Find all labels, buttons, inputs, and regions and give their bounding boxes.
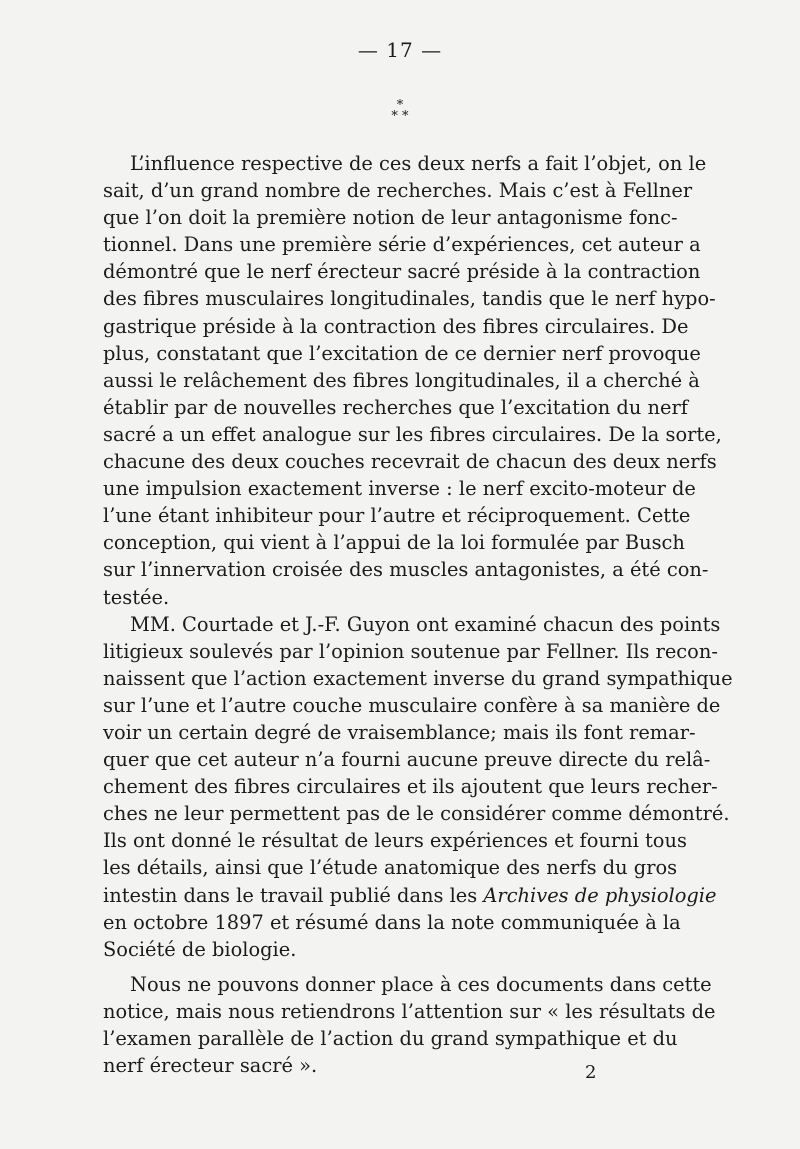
text-line: une impulsion exactement inverse : le nerf excito-moteur de xyxy=(103,477,696,501)
text-line: que l’on doit la première notion de leur antagonisme fonc- xyxy=(103,206,678,230)
text-line: aussi le relâchement des fibres longitudinales, il a cherché à xyxy=(103,368,700,392)
paragraph-1 xyxy=(103,150,722,611)
text-line: sur l’une et l’autre couche musculaire confère à sa manière de xyxy=(103,693,721,717)
text-line-with-citation xyxy=(103,882,717,909)
text-line: naissent que l’action exactement inverse du grand sympathique xyxy=(103,666,733,690)
asterism-ornament xyxy=(0,100,800,122)
paragraph-2 xyxy=(103,611,733,963)
text-line: conception, qui vient à l’appui de la loi formulée par Busch xyxy=(103,531,685,555)
text-line: quer que cet auteur n’a fourni aucune preuve directe du relâ- xyxy=(103,748,711,772)
text-line: voir un certain degré de vraisemblance; mais ils font remar- xyxy=(103,720,696,744)
text-line: chacune des deux couches recevrait de chacun des deux nerfs xyxy=(103,450,717,474)
text-line: sait, d’un grand nombre de recherches. Mais c’est à Fellner xyxy=(103,179,693,203)
text-line: ches ne leur permettent pas de le considérer comme démontré. xyxy=(103,802,730,826)
text-line: litigieux soulevés par l’opinion soutenue par Fellner. Ils recon- xyxy=(103,639,718,663)
text-line: sacré a un effet analogue sur les fibres circulaires. De la sorte, xyxy=(103,422,722,446)
text-line: des fibres musculaires longitudinales, tandis que le nerf hypo- xyxy=(103,287,716,311)
text-line: plus, constatant que l’excitation de ce dernier nerf provoque xyxy=(103,341,701,365)
text-line: tionnel. Dans une première série d’expériences, cet auteur a xyxy=(103,233,701,257)
text-line: l’examen parallèle de l’action du grand sympathique et du xyxy=(103,1027,678,1050)
text-line: sur l’innervation croisée des muscles antagonistes, a été con- xyxy=(103,558,709,582)
text-line: gastrique préside à la contraction des fibres circulaires. De xyxy=(103,314,689,338)
journal-title: Archives de physiologie xyxy=(483,883,717,907)
signature-mark: 2 xyxy=(585,1062,597,1083)
text-line: nerf érecteur sacré ». xyxy=(103,1054,318,1078)
text-line: les détails, ainsi que l’étude anatomique des nerfs du gros xyxy=(103,856,678,880)
text-line: établir par de nouvelles recherches que l’excitation du nerf xyxy=(103,395,688,419)
text-line: Ils ont donné le résultat de leurs expériences et fourni tous xyxy=(103,829,687,853)
text-line: l’une étant inhibiteur pour l’autre et réciproquement. Cette xyxy=(103,504,691,528)
text-line: MM. Courtade et J.-F. Guyon ont examiné chacun des points xyxy=(130,612,721,636)
text-line: Nous ne pouvons donner place à ces documents dans cette xyxy=(130,972,712,996)
asterism-bottom: * * xyxy=(391,109,409,124)
text-line: testée. xyxy=(103,585,170,609)
asterism-top: * xyxy=(396,98,404,113)
text-line: Société de biologie. xyxy=(103,937,297,961)
text-line: en octobre 1897 et résumé dans la note communiquée à la xyxy=(103,910,681,934)
text-line: chement des fibres circulaires et ils ajoutent que leurs recher- xyxy=(103,775,718,799)
text-line: démontré que le nerf érecteur sacré préside à la contraction xyxy=(103,260,701,284)
body-text xyxy=(103,150,733,1079)
text-line: L’influence respective de ces deux nerfs a fait l’objet, on le xyxy=(130,152,707,175)
text-line: notice, mais nous retiendrons l’attention sur « les résultats de xyxy=(103,999,716,1023)
text-fragment: intestin dans le travail publié dans les xyxy=(103,883,478,907)
page-number: — 17 — xyxy=(357,38,443,62)
paragraph-3 xyxy=(103,971,716,1079)
